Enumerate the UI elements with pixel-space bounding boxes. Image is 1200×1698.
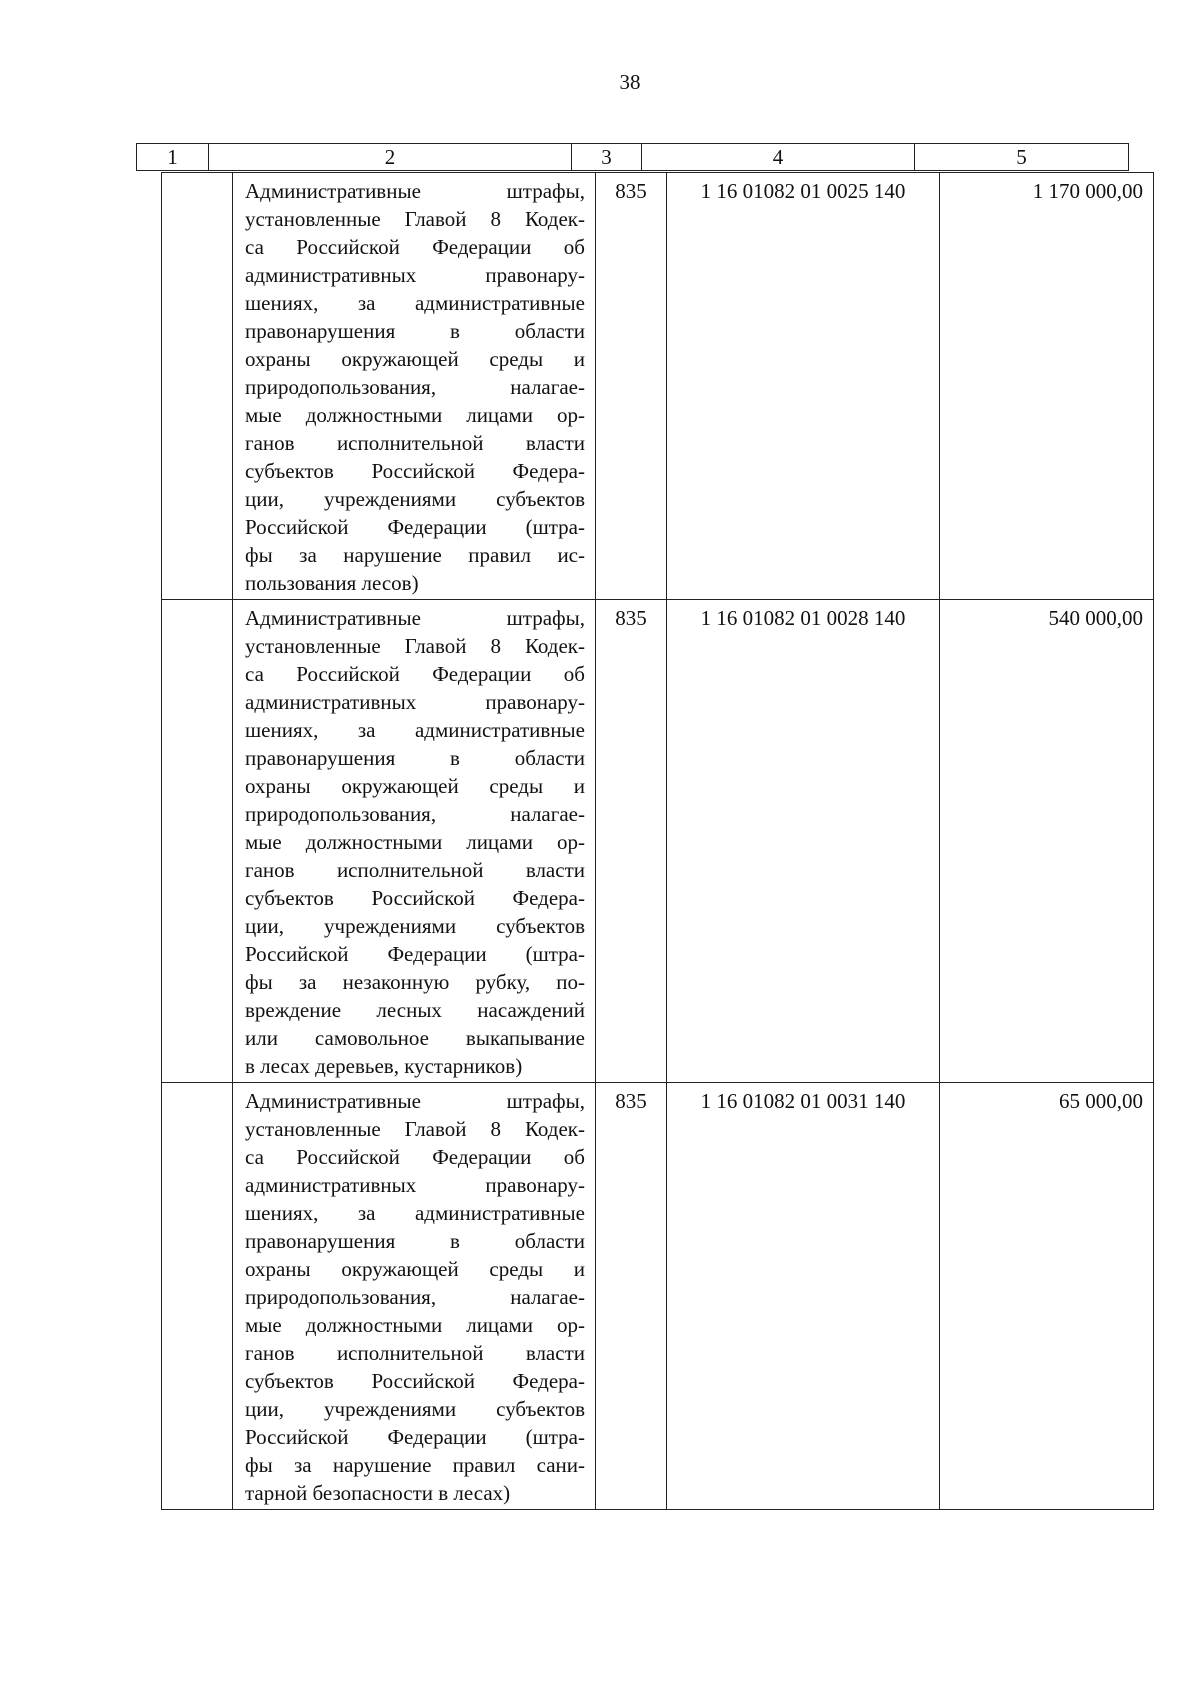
description-line: установленные Главой 8 Кодек- — [245, 1117, 585, 1141]
description-line: Российской Федерации (штра- — [245, 942, 585, 966]
header-col-3: 3 — [572, 144, 642, 171]
table-row — [162, 173, 1154, 600]
description-line: субъектов Российской Федера- — [245, 459, 585, 483]
description-line: ции, учреждениями субъектов — [245, 914, 585, 938]
description-line: Административные штрафы, — [245, 1089, 585, 1113]
header-col-4: 4 — [642, 144, 915, 171]
description-line: Российской Федерации (штра- — [245, 1425, 585, 1449]
description-line: ганов исполнительной власти — [245, 858, 585, 882]
description-line: или самовольное выкапывание — [245, 1026, 585, 1050]
kbk-code-cell: 1 16 01082 01 0025 140 — [667, 173, 940, 600]
amount-cell: 540 000,00 — [940, 600, 1154, 1083]
page-number: 38 — [619, 70, 641, 94]
row-number-cell — [162, 173, 233, 600]
description-line: административных правонару- — [245, 1173, 585, 1197]
header-col-1: 1 — [137, 144, 209, 171]
description-line: административных правонару- — [245, 263, 585, 287]
description-line: природопользования, налагае- — [245, 375, 585, 399]
description-line: правонарушения в области — [245, 319, 585, 343]
amount-cell: 1 170 000,00 — [940, 173, 1154, 600]
description-line: са Российской Федерации об — [245, 1145, 585, 1169]
description-line: Административные штрафы, — [245, 606, 585, 630]
description-line: шениях, за административные — [245, 718, 585, 742]
description-line: охраны окружающей среды и — [245, 1257, 585, 1281]
description-line: охраны окружающей среды и — [245, 774, 585, 798]
description-line: мые должностными лицами ор- — [245, 403, 585, 427]
description-line: мые должностными лицами ор- — [245, 1313, 585, 1337]
description-cell — [233, 600, 596, 1083]
description-line: в лесах деревьев, кустарников) — [245, 1054, 523, 1078]
description-cell — [233, 173, 596, 600]
admin-code-cell: 835 — [596, 173, 667, 600]
row-number-cell — [162, 600, 233, 1083]
description-line: субъектов Российской Федера- — [245, 1369, 585, 1393]
description-line: охраны окружающей среды и — [245, 347, 585, 371]
row-number-cell — [162, 1083, 233, 1510]
description-line: субъектов Российской Федера- — [245, 886, 585, 910]
revenue-table — [161, 172, 1154, 1510]
header-col-2: 2 — [209, 144, 572, 171]
description-line: установленные Главой 8 Кодек- — [245, 634, 585, 658]
description-line: фы за незаконную рубку, по- — [245, 970, 585, 994]
description-line: ганов исполнительной власти — [245, 1341, 585, 1365]
description-line: ции, учреждениями субъектов — [245, 487, 585, 511]
description-line: Российской Федерации (штра- — [245, 515, 585, 539]
description-line: фы за нарушение правил сани- — [245, 1453, 585, 1477]
description-line: шениях, за административные — [245, 291, 585, 315]
admin-code-cell: 835 — [596, 600, 667, 1083]
description-line: тарной безопасности в лесах) — [245, 1481, 511, 1505]
description-line: правонарушения в области — [245, 746, 585, 770]
header-row — [137, 144, 1129, 171]
description-line: пользования лесов) — [245, 571, 419, 595]
column-number-header — [136, 143, 1129, 171]
description-line: природопользования, налагае- — [245, 802, 585, 826]
description-line: правонарушения в области — [245, 1229, 585, 1253]
kbk-code-cell: 1 16 01082 01 0031 140 — [667, 1083, 940, 1510]
description-line: ганов исполнительной власти — [245, 431, 585, 455]
description-line: мые должностными лицами ор- — [245, 830, 585, 854]
table-row — [162, 1083, 1154, 1510]
description-line: ции, учреждениями субъектов — [245, 1397, 585, 1421]
description-line: са Российской Федерации об — [245, 235, 585, 259]
amount-cell: 65 000,00 — [940, 1083, 1154, 1510]
kbk-code-cell: 1 16 01082 01 0028 140 — [667, 600, 940, 1083]
description-line: фы за нарушение правил ис- — [245, 543, 585, 567]
header-col-5: 5 — [915, 144, 1129, 171]
description-cell — [233, 1083, 596, 1510]
description-line: са Российской Федерации об — [245, 662, 585, 686]
description-line: административных правонару- — [245, 690, 585, 714]
table-row — [162, 600, 1154, 1083]
admin-code-cell: 835 — [596, 1083, 667, 1510]
description-line: вреждение лесных насаждений — [245, 998, 585, 1022]
description-line: Административные штрафы, — [245, 179, 585, 203]
description-line: природопользования, налагае- — [245, 1285, 585, 1309]
description-line: шениях, за административные — [245, 1201, 585, 1225]
description-line: установленные Главой 8 Кодек- — [245, 207, 585, 231]
